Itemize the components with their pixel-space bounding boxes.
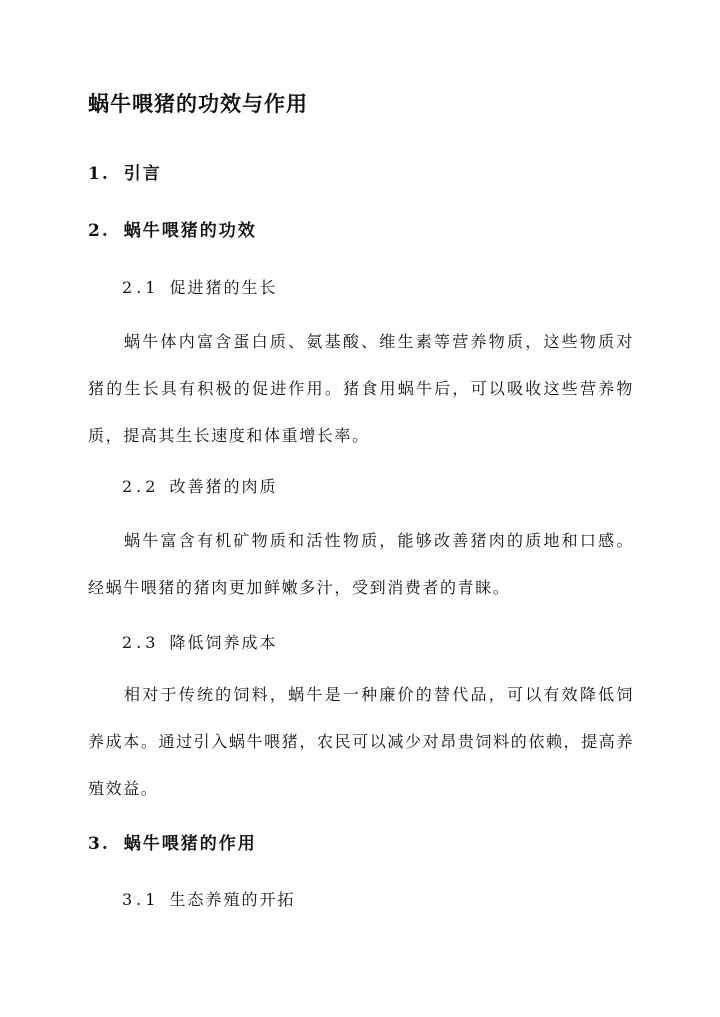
section-number: 2. <box>88 221 110 241</box>
section-number: 3. <box>88 834 110 854</box>
subsection-heading-growth <box>122 275 277 298</box>
subsection-heading-eco-farming <box>122 887 295 910</box>
section-heading-effects <box>88 216 257 241</box>
section-label: 蜗牛喂猪的功效 <box>123 221 257 241</box>
subsection-number: 3.1 <box>122 890 160 909</box>
document-title: 蜗牛喂猪的功效与作用 <box>88 91 308 116</box>
subsection-label: 降低饲养成本 <box>169 633 278 652</box>
subsection-heading-meat-quality <box>122 474 277 497</box>
subsection-number: 2.1 <box>122 278 160 297</box>
section-label: 蜗牛喂猪的作用 <box>123 834 257 854</box>
subsection-label: 改善猪的肉质 <box>169 477 278 496</box>
subsection-number: 2.3 <box>122 633 160 652</box>
subsection-heading-cost <box>122 630 277 653</box>
paragraph-cost: 相对于传统的饲料，蜗牛是一种廉价的替代品，可以有效降低饲养成本。通过引入蜗牛喂猪，农民可以减少对昂贵饲料的依赖，提高养殖效益。 <box>88 685 634 798</box>
subsection-label: 生态养殖的开拓 <box>169 890 296 909</box>
section-heading-intro <box>88 159 162 184</box>
subsection-label: 促进猪的生长 <box>169 278 278 297</box>
paragraph-growth: 蜗牛体内富含蛋白质、氨基酸、维生素等营养物质，这些物质对猪的生长具有积极的促进作用。猪食用蜗牛后，可以吸收这些营养物质，提高其生长速度和体重增长率。 <box>88 332 634 445</box>
paragraph-meat-quality: 蜗牛富含有机矿物质和活性物质，能够改善猪肉的质地和口感。经蜗牛喂猪的猪肉更加鲜嫩多汁，受到消费者的青睐。 <box>88 531 634 597</box>
section-label: 引言 <box>123 164 162 184</box>
section-heading-functions <box>88 829 257 854</box>
subsection-number: 2.2 <box>122 477 160 496</box>
section-number: 1. <box>88 164 110 184</box>
